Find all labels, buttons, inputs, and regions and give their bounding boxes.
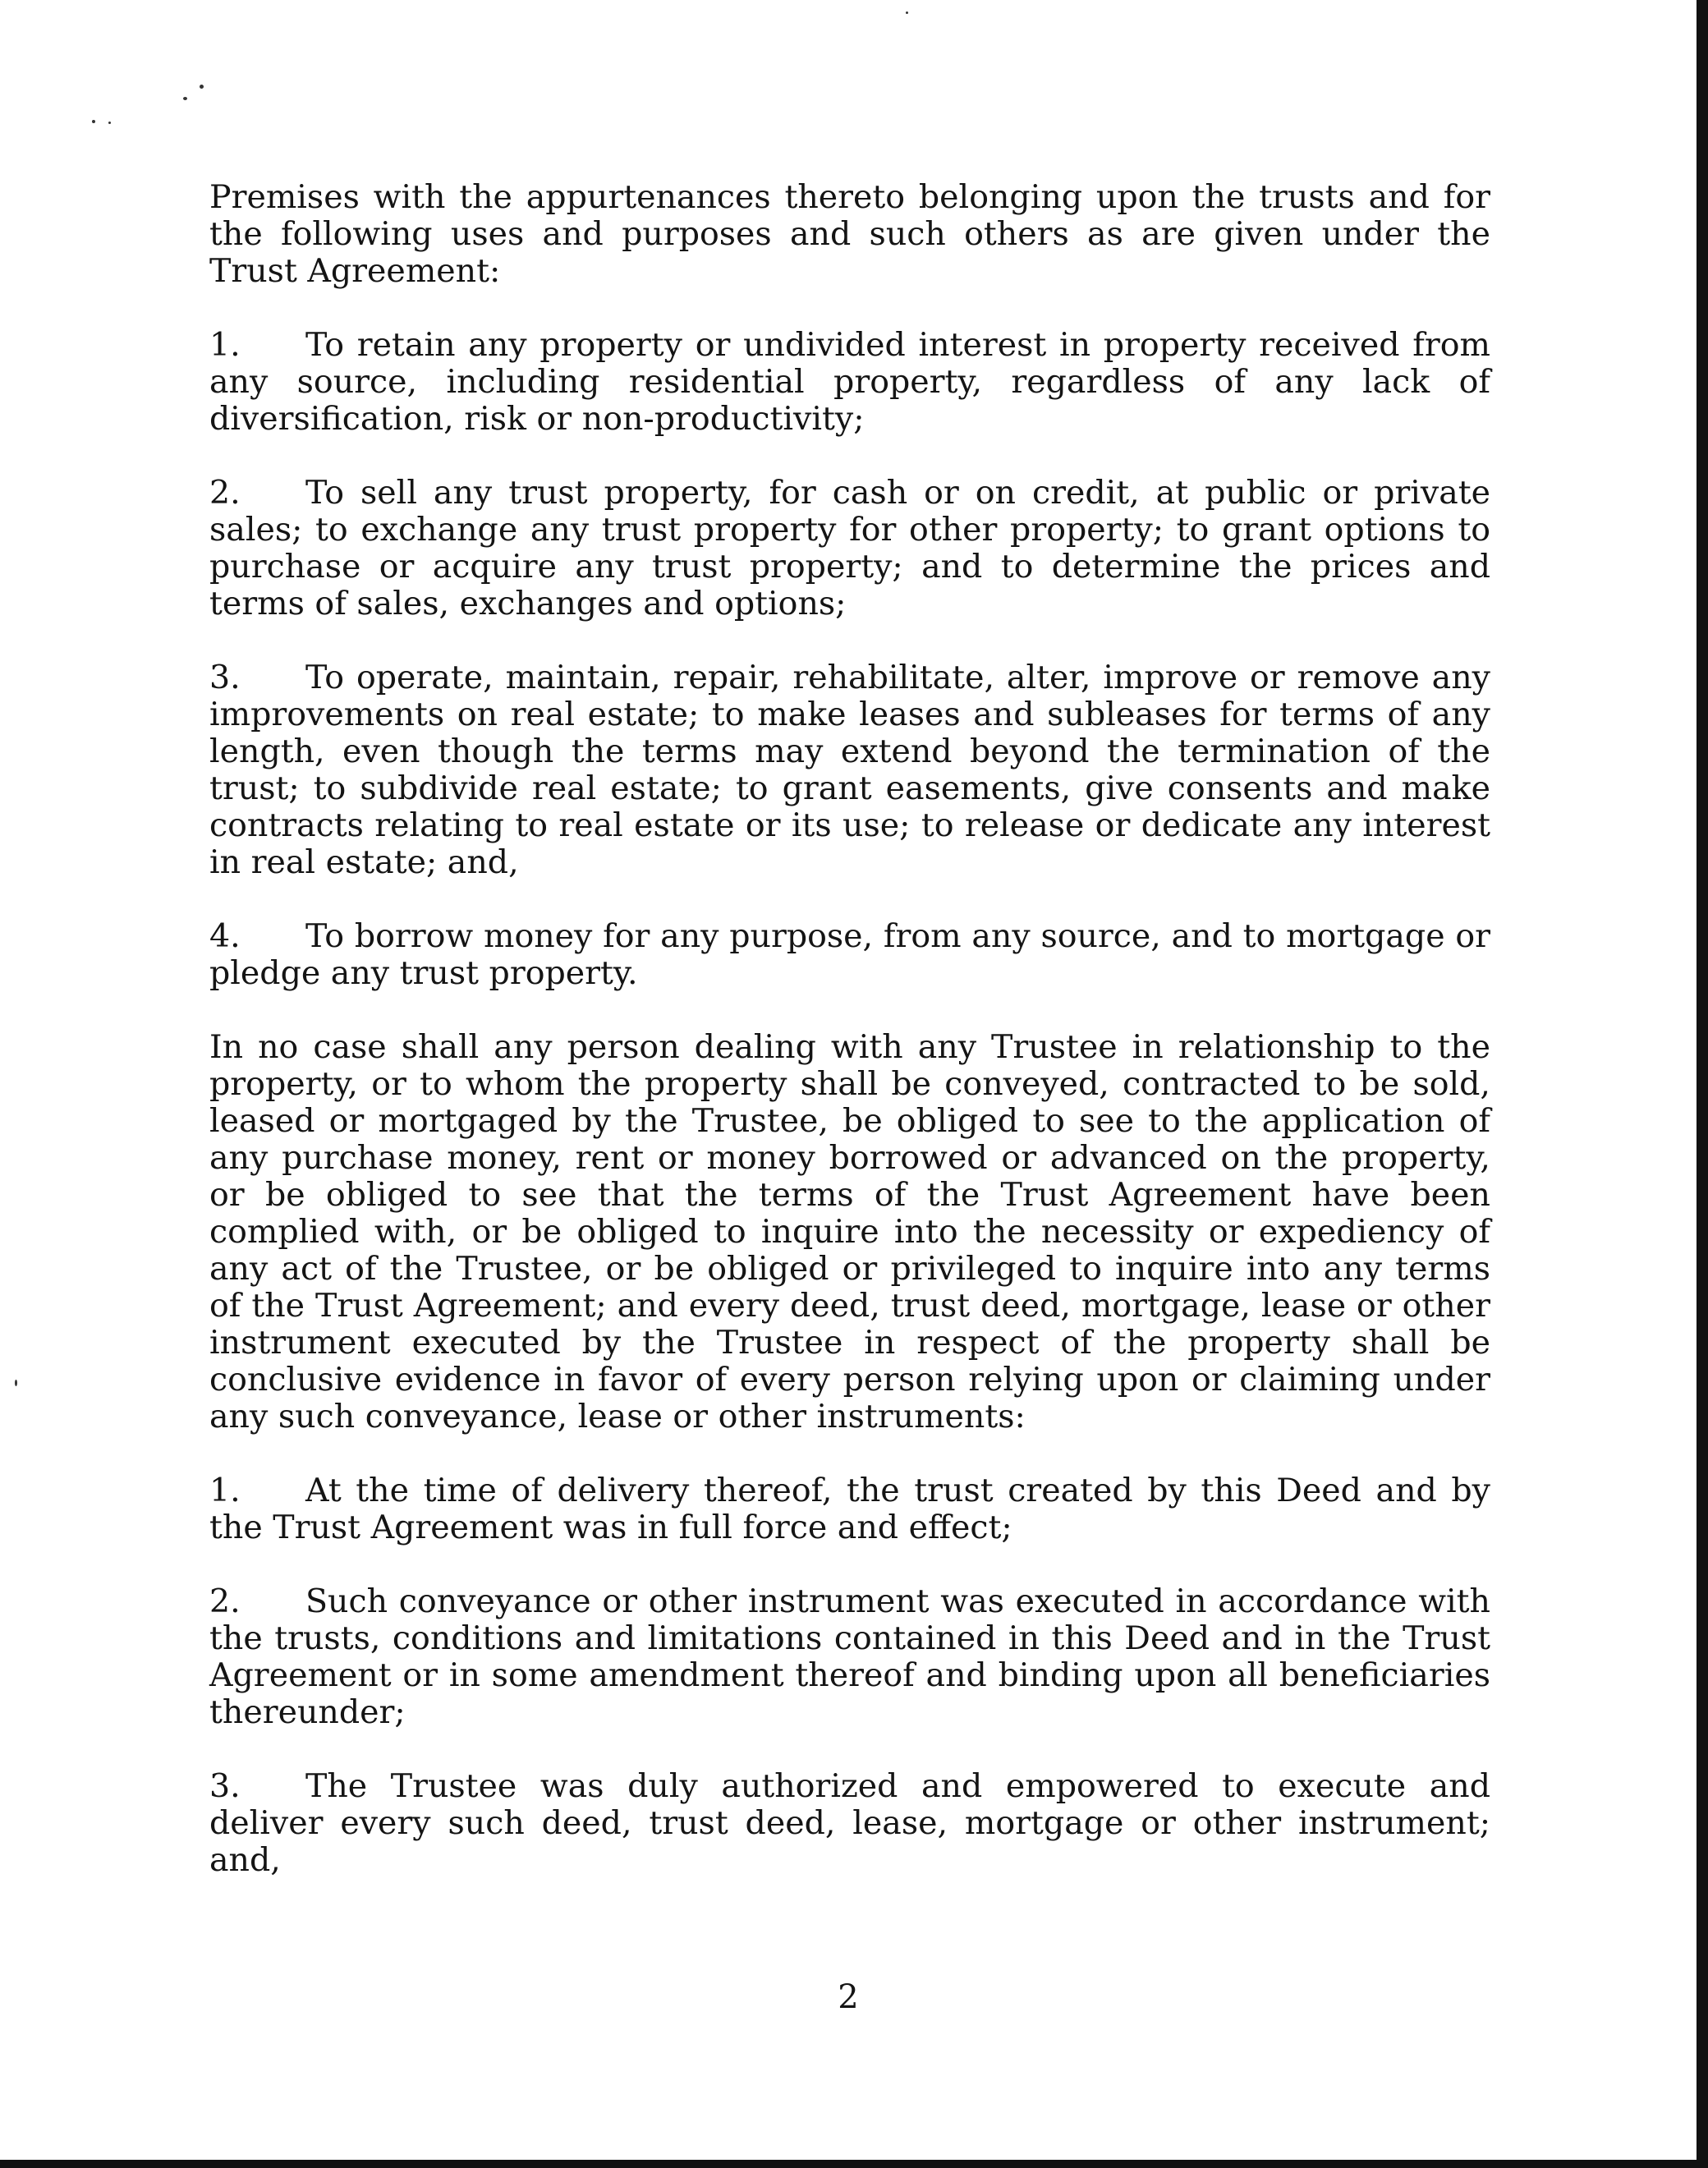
power-item-2 <box>209 475 1490 622</box>
power-item-number: 1. <box>209 326 241 364</box>
power-item-text: To operate, maintain, repair, rehabilitate, alter, improve or remove any improvements on real estate; to make leases and subleases for terms of any length, even though the terms may extend beyond the termination of the trust; to subdivide real estate; to grant easements, give consents and make contracts relating to real estate or its use; to release or dedicate any interest in real estate; and, <box>209 659 1490 881</box>
scan-speck <box>92 120 95 123</box>
scan-edge-right <box>1697 0 1708 2168</box>
power-item-text: To borrow money for any purpose, from any source, and to mortgage or pledge any trust property. <box>209 917 1490 992</box>
scan-speck <box>200 85 204 89</box>
power-item-4 <box>209 918 1490 992</box>
condition-item-text: The Trustee was duly authorized and empowered to execute and deliver every such deed, trust deed, lease, mortgage or other instrument; and, <box>209 1767 1490 1879</box>
scan-speck <box>183 97 187 100</box>
protection-clause-paragraph: In no case shall any person dealing with any Trustee in relationship to the property, or to whom the property shall be conveyed, contracted to be sold, leased or mortgaged by the Trustee, be obliged to see to the application of any purchase money, rent or money borrowed or advanced on the property, or be obliged to see that the terms of the Trust Agreement have been complied with, or be obliged to inquire into the necessity or expediency of any act of the Trustee, or be obliged or privileged to inquire into any terms of the Trust Agreement; and every deed, trust deed, mortgage, lease or other instrument executed by the Trustee in respect of the property shall be conclusive evidence in favor of every person relying upon or claiming under any such conveyance, lease or other instruments: <box>209 1028 1490 1435</box>
condition-item-2 <box>209 1583 1490 1731</box>
condition-item-3 <box>209 1768 1490 1879</box>
scan-speck <box>15 1380 17 1386</box>
condition-item-number: 3. <box>209 1767 241 1805</box>
power-item-1 <box>209 327 1490 438</box>
power-item-3 <box>209 659 1490 881</box>
condition-item-number: 1. <box>209 1472 241 1509</box>
page-number: 2 <box>838 1978 859 2016</box>
power-item-number: 2. <box>209 474 241 512</box>
scan-speck <box>108 122 111 124</box>
power-item-text: To retain any property or undivided interest in property received from any source, including residential property, regardless of any lack of diversification, risk or non-productivity; <box>209 326 1490 438</box>
document-body <box>209 179 1490 1916</box>
power-item-number: 3. <box>209 659 241 696</box>
power-item-text: To sell any trust property, for cash or on credit, at public or private sales; to exchange any trust property for other property; to grant options to purchase or acquire any trust property; and to determine the prices and terms of sales, exchanges and options; <box>209 474 1490 622</box>
condition-item-1 <box>209 1472 1490 1546</box>
condition-item-number: 2. <box>209 1582 241 1620</box>
condition-item-text: Such conveyance or other instrument was executed in accordance with the trusts, conditions and limitations contained in this Deed and in the Trust Agreement or in some amendment thereof and binding upon all beneficiaries thereunder; <box>209 1582 1490 1731</box>
scan-edge-bottom <box>0 2160 1708 2168</box>
condition-item-text: At the time of delivery thereof, the trust created by this Deed and by the Trust Agreement was in full force and effect; <box>209 1472 1490 1546</box>
power-item-number: 4. <box>209 917 241 955</box>
scan-speck <box>906 11 908 14</box>
intro-paragraph: Premises with the appurtenances thereto belonging upon the trusts and for the following uses and purposes and such others as are given under the Trust Agreement: <box>209 178 1490 290</box>
